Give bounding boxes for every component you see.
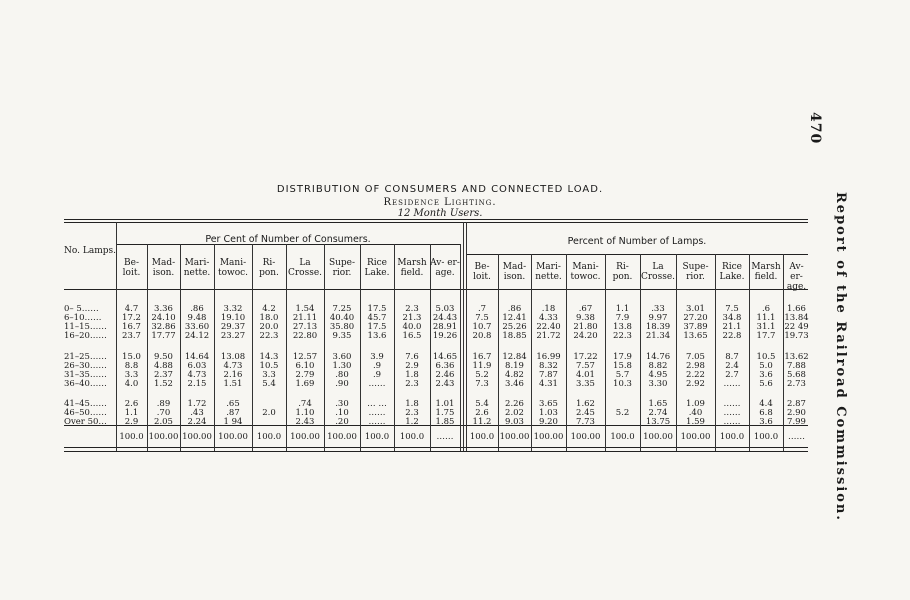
consumers-cell: 5.4 [262,379,276,389]
consumers-cell: 23.7 [122,331,141,341]
consumers-cell: .89 [156,399,171,409]
consumers-cell: 12.57 [292,352,318,362]
lamps-cell: …… [723,399,741,409]
lamps-cell: 9.20 [539,417,558,427]
lamps-column-header: Mad- ison. [502,262,527,282]
lamps-cell: 2.6 [475,408,489,418]
lamps-cell: 4.33 [539,313,558,323]
lamps-cell: 100.0 [469,432,495,442]
consumers-cell: 3.9 [370,352,384,362]
consumers-cell: 1.30 [332,361,352,371]
lamps-cell: 100.0 [719,432,745,442]
consumers-cell: …… [368,379,386,389]
consumers-cell: 1.8 [405,370,419,380]
consumers-cell: .70 [156,408,171,418]
bottom-rule-1 [64,447,808,448]
consumers-column-header: Av- er- age. [430,258,460,278]
lamps-cell: 100.00 [570,432,601,442]
row-label: 31–35…… [64,370,107,380]
lamps-cell: 5.4 [475,399,489,409]
row-label: 46–50…… [64,408,107,418]
consumers-cell: 5.03 [435,304,455,314]
lamps-cell: 21.72 [536,331,561,341]
lamps-cell: 4.01 [576,370,595,380]
lamps-cell: 18.85 [502,331,527,341]
lamps-cell: 11.9 [472,361,492,371]
consumers-column-header: La Crosse. [287,258,323,278]
row-label: Over 50… [64,417,107,427]
consumers-cell: 17.2 [122,313,141,323]
lamps-cell: 22.3 [613,331,632,341]
lamps-cell: 11.2 [472,417,492,427]
lamps-cell: 1.66 [787,304,806,314]
lamps-cell: 31.1 [756,322,776,332]
consumers-cell: 2.6 [124,399,139,409]
consumers-cell: 100.0 [364,432,390,442]
lamps-cell: 9.38 [576,313,595,323]
lamps-cell: 100.00 [499,432,530,442]
lamps-cell: 25.26 [502,322,527,332]
consumers-cell: …… [368,417,386,427]
consumers-column-header: Mari- nette. [183,258,211,278]
consumers-cell: 19.10 [220,313,246,323]
lamps-cell: 37.89 [683,322,708,332]
lamps-column-header: Mari- nette. [535,262,562,282]
consumers-cell: 17.77 [151,331,176,341]
consumers-cell: 2.9 [405,361,419,371]
consumers-cell: 100.0 [119,432,144,442]
consumers-cell: 1 94 [223,417,243,427]
consumers-cell: 100.00 [218,432,248,442]
lamps-cell: 2.90 [787,408,806,418]
consumers-cell: … … [367,399,387,409]
consumers-cell: 40.0 [402,322,422,332]
consumers-cell: 14.64 [184,352,210,362]
lamps-cell: 22 49 [784,322,809,332]
lamps-cell: 7.05 [686,352,705,362]
table-title: DISTRIBUTION OF CONSUMERS AND CONNECTED LOAD. [276,184,604,195]
lamps-cell: 13.62 [784,352,809,362]
top-rule-2 [64,222,808,223]
consumers-column-header: Rice Lake. [364,258,390,278]
lamps-cell: 4.95 [648,370,668,380]
lamps-cell: 11.1 [756,313,776,323]
lamps-cell: 21.80 [573,322,598,332]
lamps-cell: 9.97 [648,313,668,323]
consumers-cell: 15.0 [122,352,141,362]
consumers-cell: 2.15 [187,379,207,389]
lamps-cell: 7.9 [615,313,630,323]
lamps-cell: 18.39 [645,322,671,332]
consumers-cell: 2.0 [262,408,276,418]
header-rule [64,289,808,290]
lamps-cell: 8.82 [648,361,668,371]
lamps-cell: 13.84 [784,313,809,323]
consumers-cell: 4.2 [262,304,276,314]
consumers-cell: 14.3 [259,352,279,362]
consumers-cell: 23.27 [220,331,246,341]
lamps-cell: 6.8 [759,408,773,418]
consumers-cell: 1.52 [154,379,173,389]
lamps-cell: 10.5 [756,352,776,362]
lamps-cell: 16.7 [472,352,492,362]
lamps-cell: 13.65 [683,331,708,341]
lamps-cell: …… [723,408,741,418]
consumers-cell: 40.40 [329,313,355,323]
consumers-cell: 6.36 [435,361,455,371]
consumers-cell: 8.8 [124,361,139,371]
consumers-cell: 16.5 [402,331,422,341]
lamps-cell: 24.20 [573,331,598,341]
lamps-cell: .40 [688,408,703,418]
consumers-cell: .74 [298,399,312,409]
lamps-column-header: Be- loit. [473,262,491,282]
consumers-cell: 2.3 [405,408,419,418]
lamps-cell: 3.65 [539,399,558,409]
consumers-cell: .9 [372,370,382,380]
consumers-cell: 22.80 [292,331,318,341]
group-header-lamps: Percent of Number of Lamps. [567,236,707,247]
lamps-cell: 2.98 [686,361,705,371]
consumers-cell: 1.01 [435,399,455,409]
row-label: 26–30…… [64,361,107,371]
lamps-cell: 19.73 [784,331,809,341]
lamps-cell: 100.00 [680,432,711,442]
lamps-column-header: Marsh field. [751,262,781,282]
consumers-cell: 33.60 [184,322,210,332]
table-subsubtitle: 12 Month Users. [397,208,483,219]
lamps-cell: .67 [578,304,593,314]
consumers-cell: 1.75 [435,408,455,418]
lamps-cell: 1.09 [686,399,705,409]
lamps-cell: 2.7 [725,370,739,380]
lamps-cell: 5.68 [787,370,806,380]
consumers-cell: 9.48 [187,313,207,323]
consumers-cell: 3.3 [124,370,139,380]
top-rule-1 [64,219,808,220]
consumers-column-header: Be- loit. [122,258,141,278]
consumers-cell: 3.60 [332,352,352,362]
consumers-cell: 13.6 [367,331,387,341]
lamps-cell: 7.87 [539,370,558,380]
group-header-consumers: Per Cent of Number of Consumers. [205,234,371,245]
consumers-cell: 3.36 [154,304,173,314]
lamps-cell: 7.73 [576,417,595,427]
consumers-cell: .10 [335,408,349,418]
consumers-cell: 1.2 [405,417,419,427]
row-label: 36–40…… [64,379,107,389]
lamps-cell: 13.8 [613,322,632,332]
consumers-cell: 100.0 [256,432,282,442]
lamps-cell: 17.7 [756,331,776,341]
consumers-cell: 4.88 [154,361,173,371]
lamps-column-header: Mani- towoc. [570,262,601,282]
consumers-cell: 100.00 [290,432,320,442]
lamps-cell: 7.3 [475,379,489,389]
lamps-cell: 3.35 [576,379,595,389]
consumers-cell: .80 [335,370,349,380]
lamps-cell: 5.2 [615,408,630,418]
lamps-cell: 12.41 [502,313,527,323]
lamps-cell: 7.5 [475,313,489,323]
consumers-cell: 3.3 [262,370,276,380]
lamps-cell: 8.7 [725,352,739,362]
lamps-cell: …… [723,379,741,389]
consumers-cell: 13.08 [220,352,246,362]
consumers-cell: 2.43 [435,379,455,389]
consumers-cell: .86 [190,304,204,314]
lamps-cell: 8.19 [505,361,524,371]
lamps-cell: 4.4 [759,399,773,409]
lamps-cell: 16.99 [536,352,561,362]
lamps-cell: 13.75 [645,417,671,427]
lamps-cell: 2.22 [686,370,705,380]
consumers-cell: 1.54 [295,304,315,314]
page-number: 470 [807,112,823,145]
consumers-cell: 32.86 [151,322,176,332]
consumers-cell: 27.13 [292,322,318,332]
consumers-cell: 2.3 [405,379,419,389]
consumers-cell: 2.24 [187,417,207,427]
lamps-cell: 22.40 [536,322,561,332]
consumers-cell: 20.0 [259,322,279,332]
row-label: 11–15…… [64,322,107,332]
lamps-cell: 1.03 [539,408,558,418]
lamps-cell: 2.02 [505,408,524,418]
running-head: Report of the Railroad Commission. [833,192,848,522]
consumers-cell: .90 [335,379,349,389]
lamps-cell: 8.32 [539,361,558,371]
consumers-cell: 24.43 [432,313,458,323]
lamps-cell: 7.88 [787,361,806,371]
consumers-cell: 4.0 [124,379,139,389]
lamps-cell: 9.03 [505,417,524,427]
lamps-cell: 1.65 [648,399,668,409]
lamps-cell: 100.00 [533,432,564,442]
consumers-cell: 100.0 [399,432,425,442]
consumers-column-header: Mani- towoc. [217,258,249,278]
consumers-cell: 2.05 [154,417,173,427]
consumers-cell: 6.10 [295,361,315,371]
lamps-cell: 2.26 [505,399,524,409]
consumers-cell: 16.7 [122,322,141,332]
consumers-cell: 21.3 [402,313,422,323]
consumers-cell: 9.35 [332,331,352,341]
consumers-cell: .87 [226,408,240,418]
bottom-rule-2 [64,451,808,452]
lamps-cell: 12.84 [502,352,527,362]
consumers-cell: 4.73 [223,361,243,371]
lamps-cell: 2.74 [648,408,668,418]
consumers-cell: 1.1 [124,408,139,418]
lamps-cell: 2.87 [787,399,806,409]
lamps-cell: .33 [651,304,665,314]
lamps-cell: 10.7 [472,322,492,332]
consumers-column-header: Ri- pon. [259,258,279,278]
consumers-cell: 7.25 [332,304,352,314]
lamps-column-header: Av- er- age. [786,262,807,292]
row-label: 21–25…… [64,352,107,362]
consumers-cell: 21.11 [292,313,318,323]
lamps-cell: 21.34 [645,331,671,341]
lamps-cell: 5.2 [475,370,489,380]
group-rule-right [466,254,808,255]
lamps-cell: 100.0 [610,432,635,442]
lamps-column-header: Rice Lake. [719,262,745,282]
lamps-cell: 7.57 [576,361,595,371]
consumers-cell: 24.12 [184,331,210,341]
consumers-cell: 17.5 [367,304,387,314]
lamps-cell: 14.76 [645,352,671,362]
lamps-cell: 15.8 [613,361,632,371]
consumers-cell: 10.5 [259,361,279,371]
consumers-cell: 2.79 [295,370,315,380]
consumers-cell: 1.85 [435,417,455,427]
lamps-cell: 22.8 [722,331,742,341]
lamps-cell: 3.6 [759,370,773,380]
lamps-cell: 3.6 [759,417,773,427]
lamps-cell: …… [723,417,741,427]
lamps-cell: 1.59 [686,417,705,427]
lamps-cell: 3.01 [686,304,705,314]
lamps-cell: 2.73 [787,379,806,389]
consumers-cell: 29.37 [220,322,246,332]
consumers-cell: .9 [372,361,382,371]
lamps-cell: 100.00 [643,432,673,442]
consumers-cell: 7.6 [405,352,419,362]
row-label: 16–20…… [64,331,107,341]
consumers-cell: 2.37 [154,370,173,380]
consumers-cell: .65 [226,399,240,409]
column-rule [460,244,461,451]
consumers-cell: 35.80 [329,322,355,332]
consumers-cell: 22.3 [259,331,279,341]
lamps-cell: .7 [477,304,487,314]
consumers-cell: 1.72 [187,399,207,409]
lamps-cell: 2.92 [686,379,705,389]
consumers-cell: 1.69 [295,379,315,389]
row-header: No. Lamps. [64,246,116,256]
lamps-cell: 34.8 [722,313,742,323]
lamps-column-header: Supe- rior. [682,262,709,282]
lamps-cell: 21.1 [722,322,742,332]
consumers-cell: 24.10 [151,313,176,323]
consumers-cell: .20 [335,417,349,427]
lamps-cell: 100.0 [753,432,779,442]
lamps-cell: 10.3 [613,379,632,389]
consumers-cell: 9.50 [154,352,173,362]
consumers-cell: 6.03 [187,361,207,371]
consumers-cell: .30 [335,399,349,409]
row-label: 0– 5…… [64,304,99,314]
consumers-cell: 2.43 [295,417,315,427]
consumers-cell: 19.26 [432,331,458,341]
consumers-cell: 28.91 [432,322,458,332]
consumers-cell: 100.00 [327,432,357,442]
consumers-cell: 17.5 [367,322,387,332]
lamps-cell: 3.30 [648,379,668,389]
consumers-cell: 1.51 [223,379,243,389]
consumers-column-header: Marsh field. [397,258,427,278]
lamps-cell: .86 [507,304,522,314]
row-label: 41–45…… [64,399,107,409]
lamps-cell: 2.4 [725,361,739,371]
consumers-cell: 3.32 [223,304,243,314]
consumers-cell: .43 [190,408,204,418]
lamps-cell: .6 [761,304,771,314]
lamps-cell: 5.0 [759,361,773,371]
consumers-cell: 18.0 [259,313,279,323]
lamps-cell: 1.62 [576,399,595,409]
consumers-cell: …… [436,432,454,442]
row-label: 6–10…… [64,313,102,323]
consumers-cell: 2.16 [223,370,243,380]
consumers-cell: 1.8 [405,399,419,409]
lamps-cell: 2.45 [576,408,595,418]
table-subtitle: Residence Lighting. [383,197,497,208]
consumers-cell: …… [368,408,386,418]
consumers-cell: 4.73 [187,370,207,380]
consumers-cell: 100.00 [182,432,212,442]
lamps-cell: .18 [541,304,556,314]
lamps-cell: 4.31 [539,379,558,389]
lamps-cell: 5.6 [759,379,773,389]
lamps-column-header: La Crosse. [640,262,676,282]
consumers-column-header: Supe- rior. [328,258,356,278]
lamps-cell: 7.5 [725,304,739,314]
lamps-cell: 17.22 [573,352,598,362]
center-rule [463,222,464,451]
lamps-cell: 7.99 [787,417,806,427]
consumers-cell: 45.7 [367,313,387,323]
consumers-cell: 4.7 [124,304,139,314]
lamps-cell: 4.82 [505,370,524,380]
consumers-cell: 2.3 [405,304,419,314]
consumers-cell: 100.00 [148,432,179,442]
consumers-cell: 2.46 [435,370,455,380]
lamps-cell: …… [788,432,805,442]
consumers-cell: 1.10 [295,408,315,418]
lamps-cell: 3.46 [505,379,524,389]
lamps-cell: 20.8 [472,331,492,341]
consumers-cell: 14.65 [432,352,458,362]
lamps-cell: 1.1 [615,304,630,314]
consumers-column-header: Mad- ison. [151,258,176,278]
lamps-cell: 5.7 [615,370,630,380]
consumers-cell: 2.9 [124,417,139,427]
lamps-cell: 27.20 [683,313,708,323]
lamps-column-header: Ri- pon. [612,262,633,282]
lamps-cell: 17.9 [613,352,632,362]
